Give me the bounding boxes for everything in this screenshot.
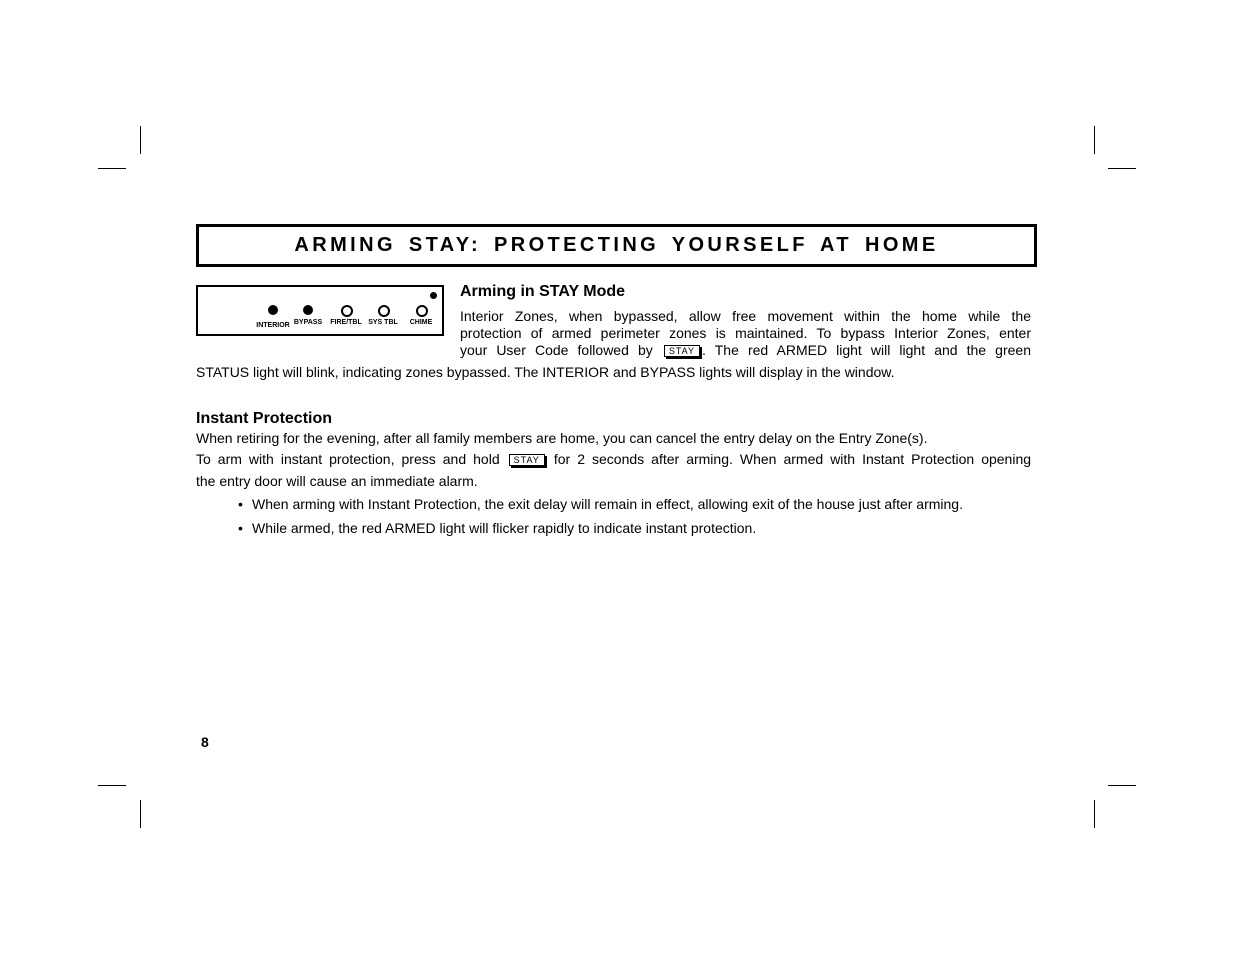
led-label-chime: CHIME — [409, 319, 433, 326]
crop-mark — [1094, 800, 1095, 828]
chime-led-icon — [416, 305, 428, 317]
stay-mode-line-3-pre: your User Code followed by — [460, 342, 653, 358]
stay-key-icon: STAY — [509, 454, 545, 466]
crop-mark — [98, 785, 126, 786]
page-number: 8 — [201, 734, 209, 750]
crop-mark — [1108, 168, 1136, 169]
indicator-dot-icon — [430, 292, 437, 299]
led-label-interior: INTERIOR — [256, 322, 290, 329]
stay-mode-line-3-post: . The red ARMED light will light and the green — [702, 342, 1031, 358]
led-label-bypass: BYPASS — [293, 319, 323, 326]
instant-line-3: the entry door will cause an immediate alarm. — [196, 473, 478, 489]
bullet-text: When arming with Instant Protection, the exit delay will remain in effect, allowing exit of the house just after arming. — [252, 496, 963, 512]
bullet-icon: • — [238, 496, 243, 512]
instant-line-2-pre: To arm with instant protection, press and hold — [196, 451, 500, 467]
stay-mode-line-3 — [460, 342, 1031, 359]
led-display-panel — [196, 285, 444, 336]
stay-mode-line-1: Interior Zones, when bypassed, allow free movement within the home while the — [460, 308, 1031, 324]
section-heading-stay-mode: Arming in STAY Mode — [460, 283, 626, 300]
crop-mark — [98, 168, 126, 169]
list-item — [238, 520, 756, 536]
crop-mark — [140, 126, 141, 154]
instant-line-2-post: for 2 seconds after arming. When armed with Instant Protection opening — [553, 451, 1032, 467]
crop-mark — [140, 800, 141, 828]
page-title: ARMING STAY: PROTECTING YOURSELF AT HOME — [294, 234, 939, 256]
led-label-sys-tbl: SYS TBL — [368, 319, 398, 326]
bypass-led-icon — [303, 305, 313, 315]
bullet-text: While armed, the red ARMED light will flicker rapidly to indicate instant protection. — [252, 520, 757, 536]
bullet-icon: • — [238, 520, 243, 536]
crop-mark — [1108, 785, 1136, 786]
stay-mode-line-2: protection of armed perimeter zones is maintained. To bypass Interior Zones, enter — [460, 325, 1031, 341]
stay-key-icon: STAY — [664, 345, 700, 357]
fire-tbl-led-icon — [341, 305, 353, 317]
instant-line-2 — [196, 451, 1031, 468]
crop-mark — [1094, 126, 1095, 154]
interior-led-icon — [268, 305, 278, 315]
sys-tbl-led-icon — [378, 305, 390, 317]
section-heading-instant-protection: Instant Protection — [196, 410, 333, 427]
led-label-fire-tbl: FIRE/TBL — [330, 319, 362, 326]
title-banner — [196, 224, 1037, 267]
stay-mode-line-4: STATUS light will blink, indicating zones bypassed. The INTERIOR and BYPASS lights will display in the window. — [196, 364, 895, 380]
list-item — [238, 496, 963, 512]
instant-line-1: When retiring for the evening, after all family members are home, you can cancel the entry delay on the Entry Zone(s). — [196, 430, 928, 446]
